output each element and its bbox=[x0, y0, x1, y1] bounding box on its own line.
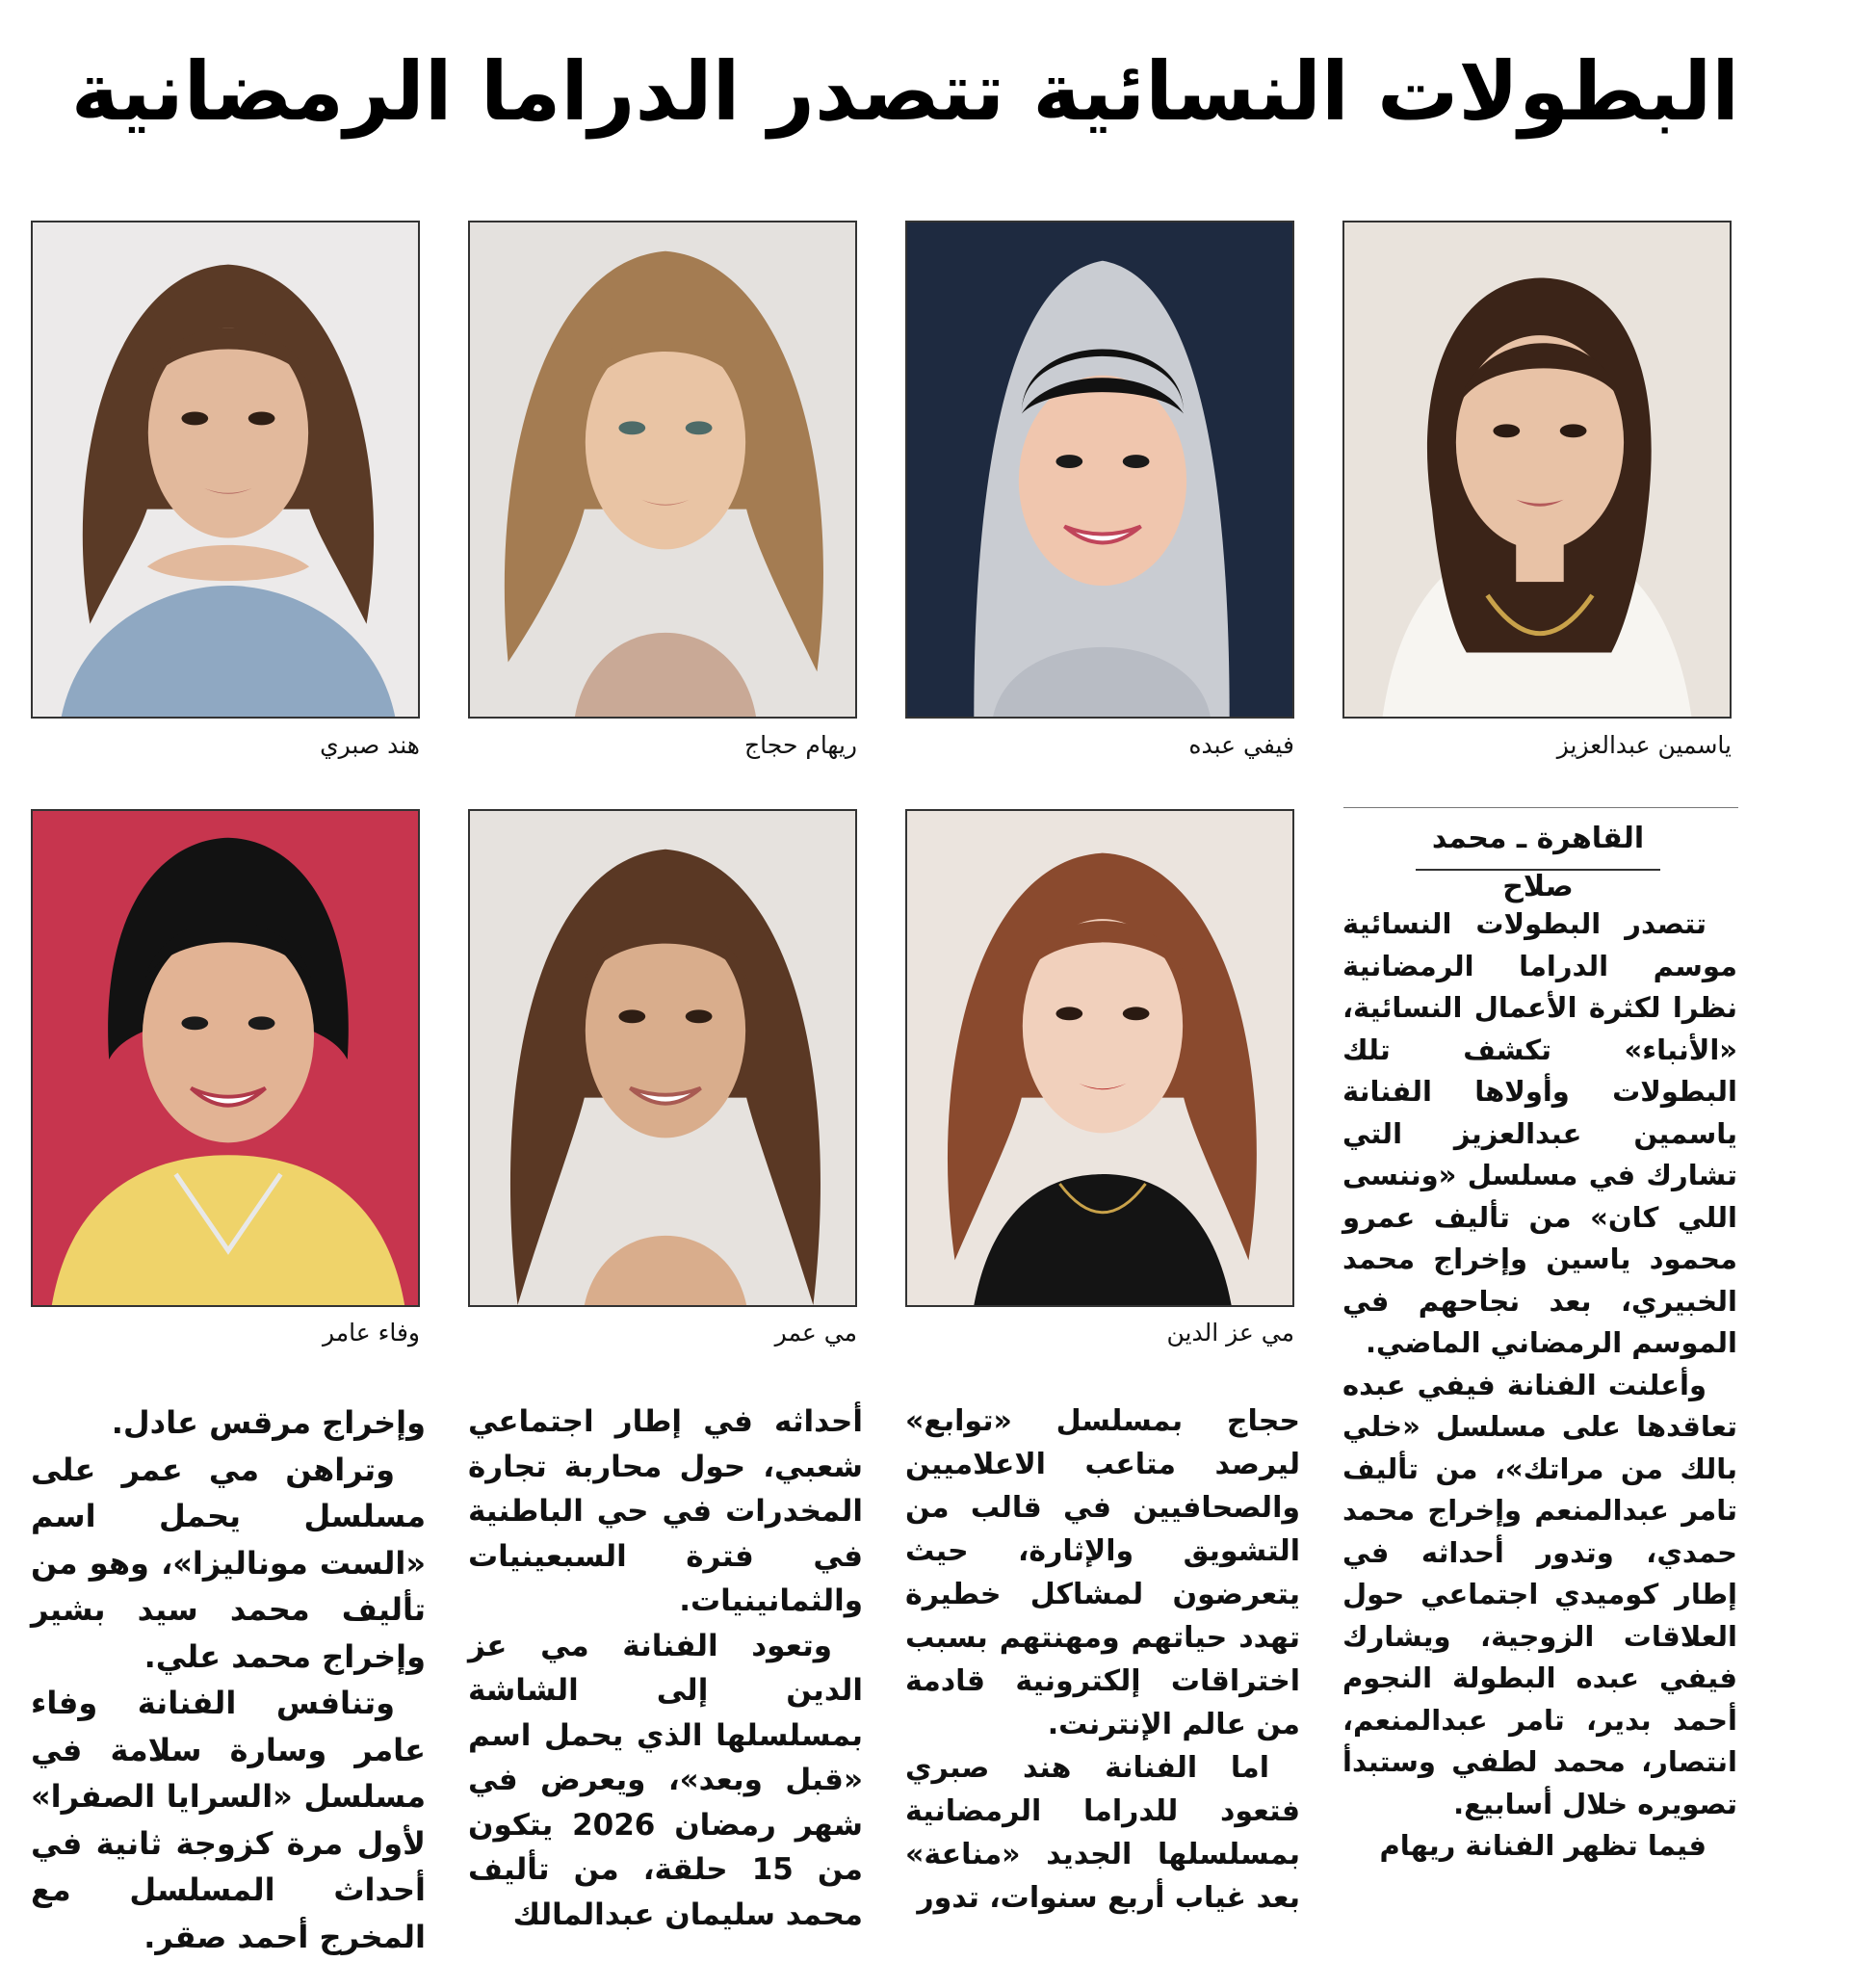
article-column-2 bbox=[905, 1399, 1300, 1920]
photo-caption: ريهام حجاج bbox=[744, 731, 857, 759]
paragraph: أحداثه في إطار اجتماعي شعبي، حول محاربة تجارة المخدرات في حي الباطنية في فترة السبعينيات والثمانينيات. bbox=[468, 1404, 863, 1618]
photo-reham-hagag bbox=[468, 221, 857, 719]
photo-caption: مي عز الدين bbox=[1166, 1319, 1294, 1347]
photo-fifi-abdo bbox=[905, 221, 1294, 719]
paragraph: وأعلنت الفنانة فيفي عبده تعاقدها على مسلسل «خلي بالك من مراتك»، من تأليف تامر عبدالمنعم وإخراج محمد حمدي، وتدور أحداثه في إطار كوميدي اجتماعي حول العلاقات الزوجية، ويشارك فيفي عبده البطولة النجوم أحمد بدير، تامر عبدالمنعم، انتصار، محمد لطفي وستبدأ تصويره خلال أسابيع. bbox=[1342, 1368, 1737, 1820]
photo-caption: مي عمر bbox=[774, 1319, 857, 1347]
byline-rule-bottom bbox=[1416, 869, 1660, 871]
paragraph: وتراهن مي عمر على مسلسل يحمل اسم «الست موناليزا»، وهو من تأليف محمد سيد بشير وإخراج محمد علي. bbox=[31, 1451, 426, 1675]
article-column-1 bbox=[1342, 903, 1737, 1868]
photo-caption: هند صبري bbox=[320, 731, 420, 759]
photo-caption: ياسمين عبدالعزيز bbox=[1556, 731, 1732, 759]
paragraph: فيما تظهر الفنانة ريهام bbox=[1379, 1829, 1707, 1862]
photo-caption: فيفي عبده bbox=[1188, 731, 1294, 759]
paragraph: حجاج بمسلسل «توابع» ليرصد متاعب الاعلاميين والصحافيين في قالب من التشويق والإثارة، حيث يتعرضون لمشاكل خطيرة تهدد حياتهم ومهنتهم بسبب اختراقات إلكترونية قادمة من عالم الإنترنت. bbox=[905, 1404, 1300, 1741]
photo-mai-ezz-eldin bbox=[905, 809, 1294, 1307]
paragraph: وإخراج مرقس عادل. bbox=[111, 1404, 426, 1441]
photo-caption: وفاء عامر bbox=[322, 1319, 420, 1347]
photo-hend-sabry bbox=[31, 221, 420, 719]
article-column-4 bbox=[31, 1399, 426, 1960]
photo-mai-omar bbox=[468, 809, 857, 1307]
byline-rule-top bbox=[1343, 807, 1738, 808]
byline: القاهرة ـ محمد صلاح bbox=[1431, 822, 1645, 903]
paragraph: تتصدر البطولات النسائية موسم الدراما الرمضانية نظرا لكثرة الأعمال النسائية، «الأنباء» تكشف تلك البطولات وأولاها الفنانة ياسمين عبدالعزيز التي تشارك في مسلسل «وننسى اللي كان» من تأليف عمرو محمود ياسين وإخراج محمد الخبيري، بعد نجاحهم في الموسم الرمضاني الماضي. bbox=[1342, 907, 1737, 1359]
paragraph: وتعود الفنانة مي عز الدين إلى الشاشة بمسلسلها الذي يحمل اسم «قبل وبعد»، ويعرض في شهر رمضان 2026 يتكون من 15 حلقة، من تأليف محمد سليمان عبدالمالك bbox=[468, 1628, 863, 1932]
headline: البطولات النسائية تتصدر الدراما الرمضانية bbox=[70, 44, 1740, 139]
photo-yasmine-abdelaziz bbox=[1342, 221, 1732, 719]
paragraph: وتنافس الفنانة وفاء عامر وسارة سلامة في مسلسل «السرايا الصفرا» لأول مرة كزوجة ثانية في أحداث المسلسل مع المخرج أحمد صقر. bbox=[31, 1685, 426, 1955]
photo-wafaa-amer bbox=[31, 809, 420, 1307]
paragraph: اما الفنانة هند صبري فتعود للدراما الرمضانية بمسلسلها الجديد «مناعة» بعد غياب أربع سنوات، تدور bbox=[905, 1751, 1300, 1915]
article-column-3 bbox=[468, 1399, 863, 1937]
